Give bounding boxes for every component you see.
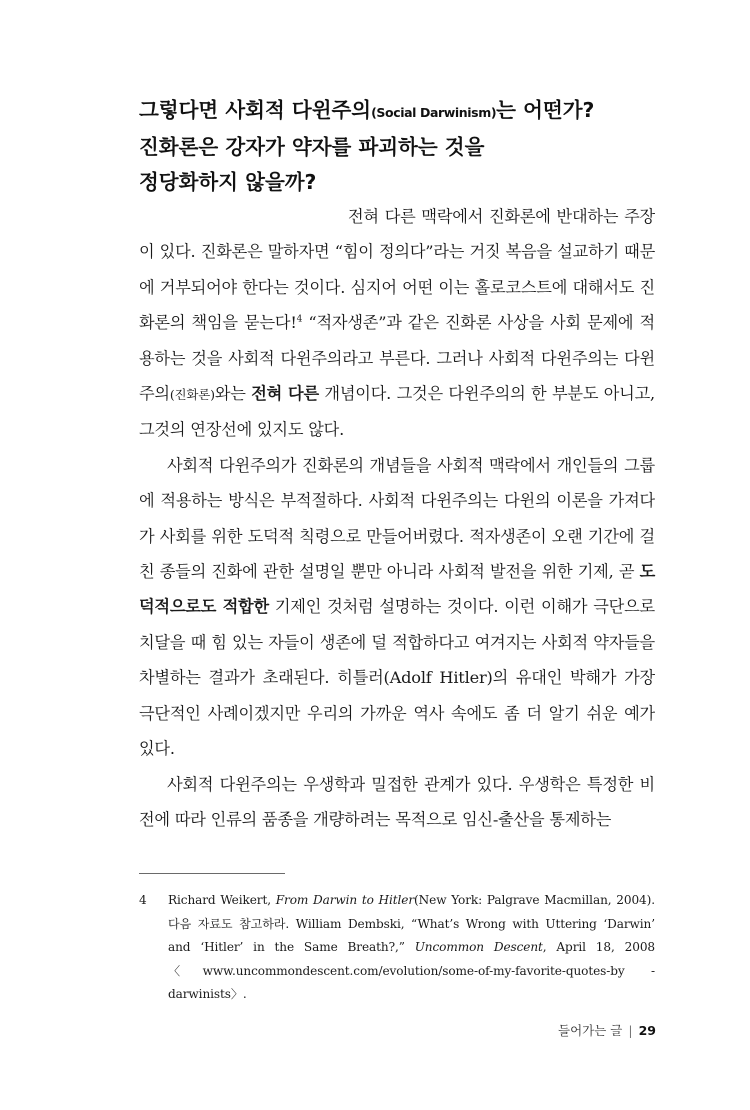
page-folio: [558, 1021, 656, 1039]
footnote-number: 4: [139, 893, 147, 907]
heading-line-3: 정당화하지 않을까?: [139, 170, 317, 194]
footnote: [139, 889, 655, 1007]
emphasis-text: 도덕적으로도 적합한: [139, 562, 655, 617]
heading-line-2: 진화론은 강자가 약자를 파괴하는 것을: [139, 135, 485, 159]
heading-english-term: (Social Darwinism): [371, 105, 497, 120]
footnote-divider: [139, 873, 285, 874]
emphasis-text: 전혀 다른: [251, 384, 319, 404]
book-title: From Darwin to Hitler: [275, 893, 415, 907]
running-section-title: 들어가는 글: [558, 1023, 623, 1038]
page-number: 29: [638, 1023, 656, 1038]
heading-text: 그렇다면 사회적 다윈주의: [139, 98, 372, 122]
website-title: Uncommon Descent: [414, 940, 543, 955]
body-text: [139, 199, 655, 837]
section-heading: [139, 93, 669, 200]
folio-separator: |: [628, 1023, 633, 1038]
heading-text-end: 는 어떤가?: [496, 98, 595, 122]
footnote-text: Richard Weikert, From Darwin to Hitler(New York: Palgrave Macmillan, 2004). 다음 자료도 참고하라. William Dembski, “What’s Wrong with Uttering ‘Darwin’ and ‘Hitler’ in the Same Breath?,” Uncommon Descent, April 18, 2008〈www.uncommondescent.com/evolution/some-of-my-favorite-quotes-by -darwinists〉.: [168, 893, 656, 1002]
heading-line-1: [139, 93, 669, 130]
footnote-reference[interactable]: 4: [296, 314, 303, 325]
paragraph-1: 전혀 다른 맥락에서 진화론에 반대하는 주장이 있다. 진화론은 말하자면 “힘이 정의다”라는 거짓 복음을 설교하기 때문에 거부되어야 한다는 것이다. 심지어 어떤 이는 홀로코스트에 대해서도 진화론의 책임을 묻는다!$^4$ “적자생존”과 같은 진화론 사상을 사회 문제에 적용하는 것을 사회적 다윈주의라고 부른다. 그러나 사회적 다윈주의는 다윈주의(진화론)와는 전혀 다른 개념이다. 그것은 다윈주의의 한 부분도 아니고, 그것의 연장선에 있지도 않다.: [139, 207, 655, 440]
paragraph-3: 사회적 다윈주의는 우생학과 밀접한 관계가 있다. 우생학은 특정한 비전에 따라 인류의 품종을 개량하려는 목적으로 임신-출산을 통제하는: [139, 774, 655, 829]
paragraph-2: 사회적 다윈주의가 진화론의 개념들을 사회적 맥락에서 개인들의 그룹에 적용하는 방식은 부적절하다. 사회적 다윈주의는 다윈의 이론을 가져다가 사회를 위한 도덕적 칙령으로 만들어버렸다. 적자생존이 오랜 기간에 걸친 종들의 진화에 관한 설명일 뿐만 아니라 사회적 발전을 위한 기제, 곧 도덕적으로도 적합한 기제인 것처럼 설명하는 것이다. 이런 이해가 극단으로 치달을 때 힘 있는 자들이 생존에 덜 적합하다고 여겨지는 사회적 약자들을 차별하는 결과가 초래된다. 히틀러(Adolf Hitler)의 유대인 박해가 가장 극단적인 사례이겠지만 우리의 가까운 역사 속에도 좀 더 알기 쉬운 예가 있다.: [139, 455, 655, 759]
